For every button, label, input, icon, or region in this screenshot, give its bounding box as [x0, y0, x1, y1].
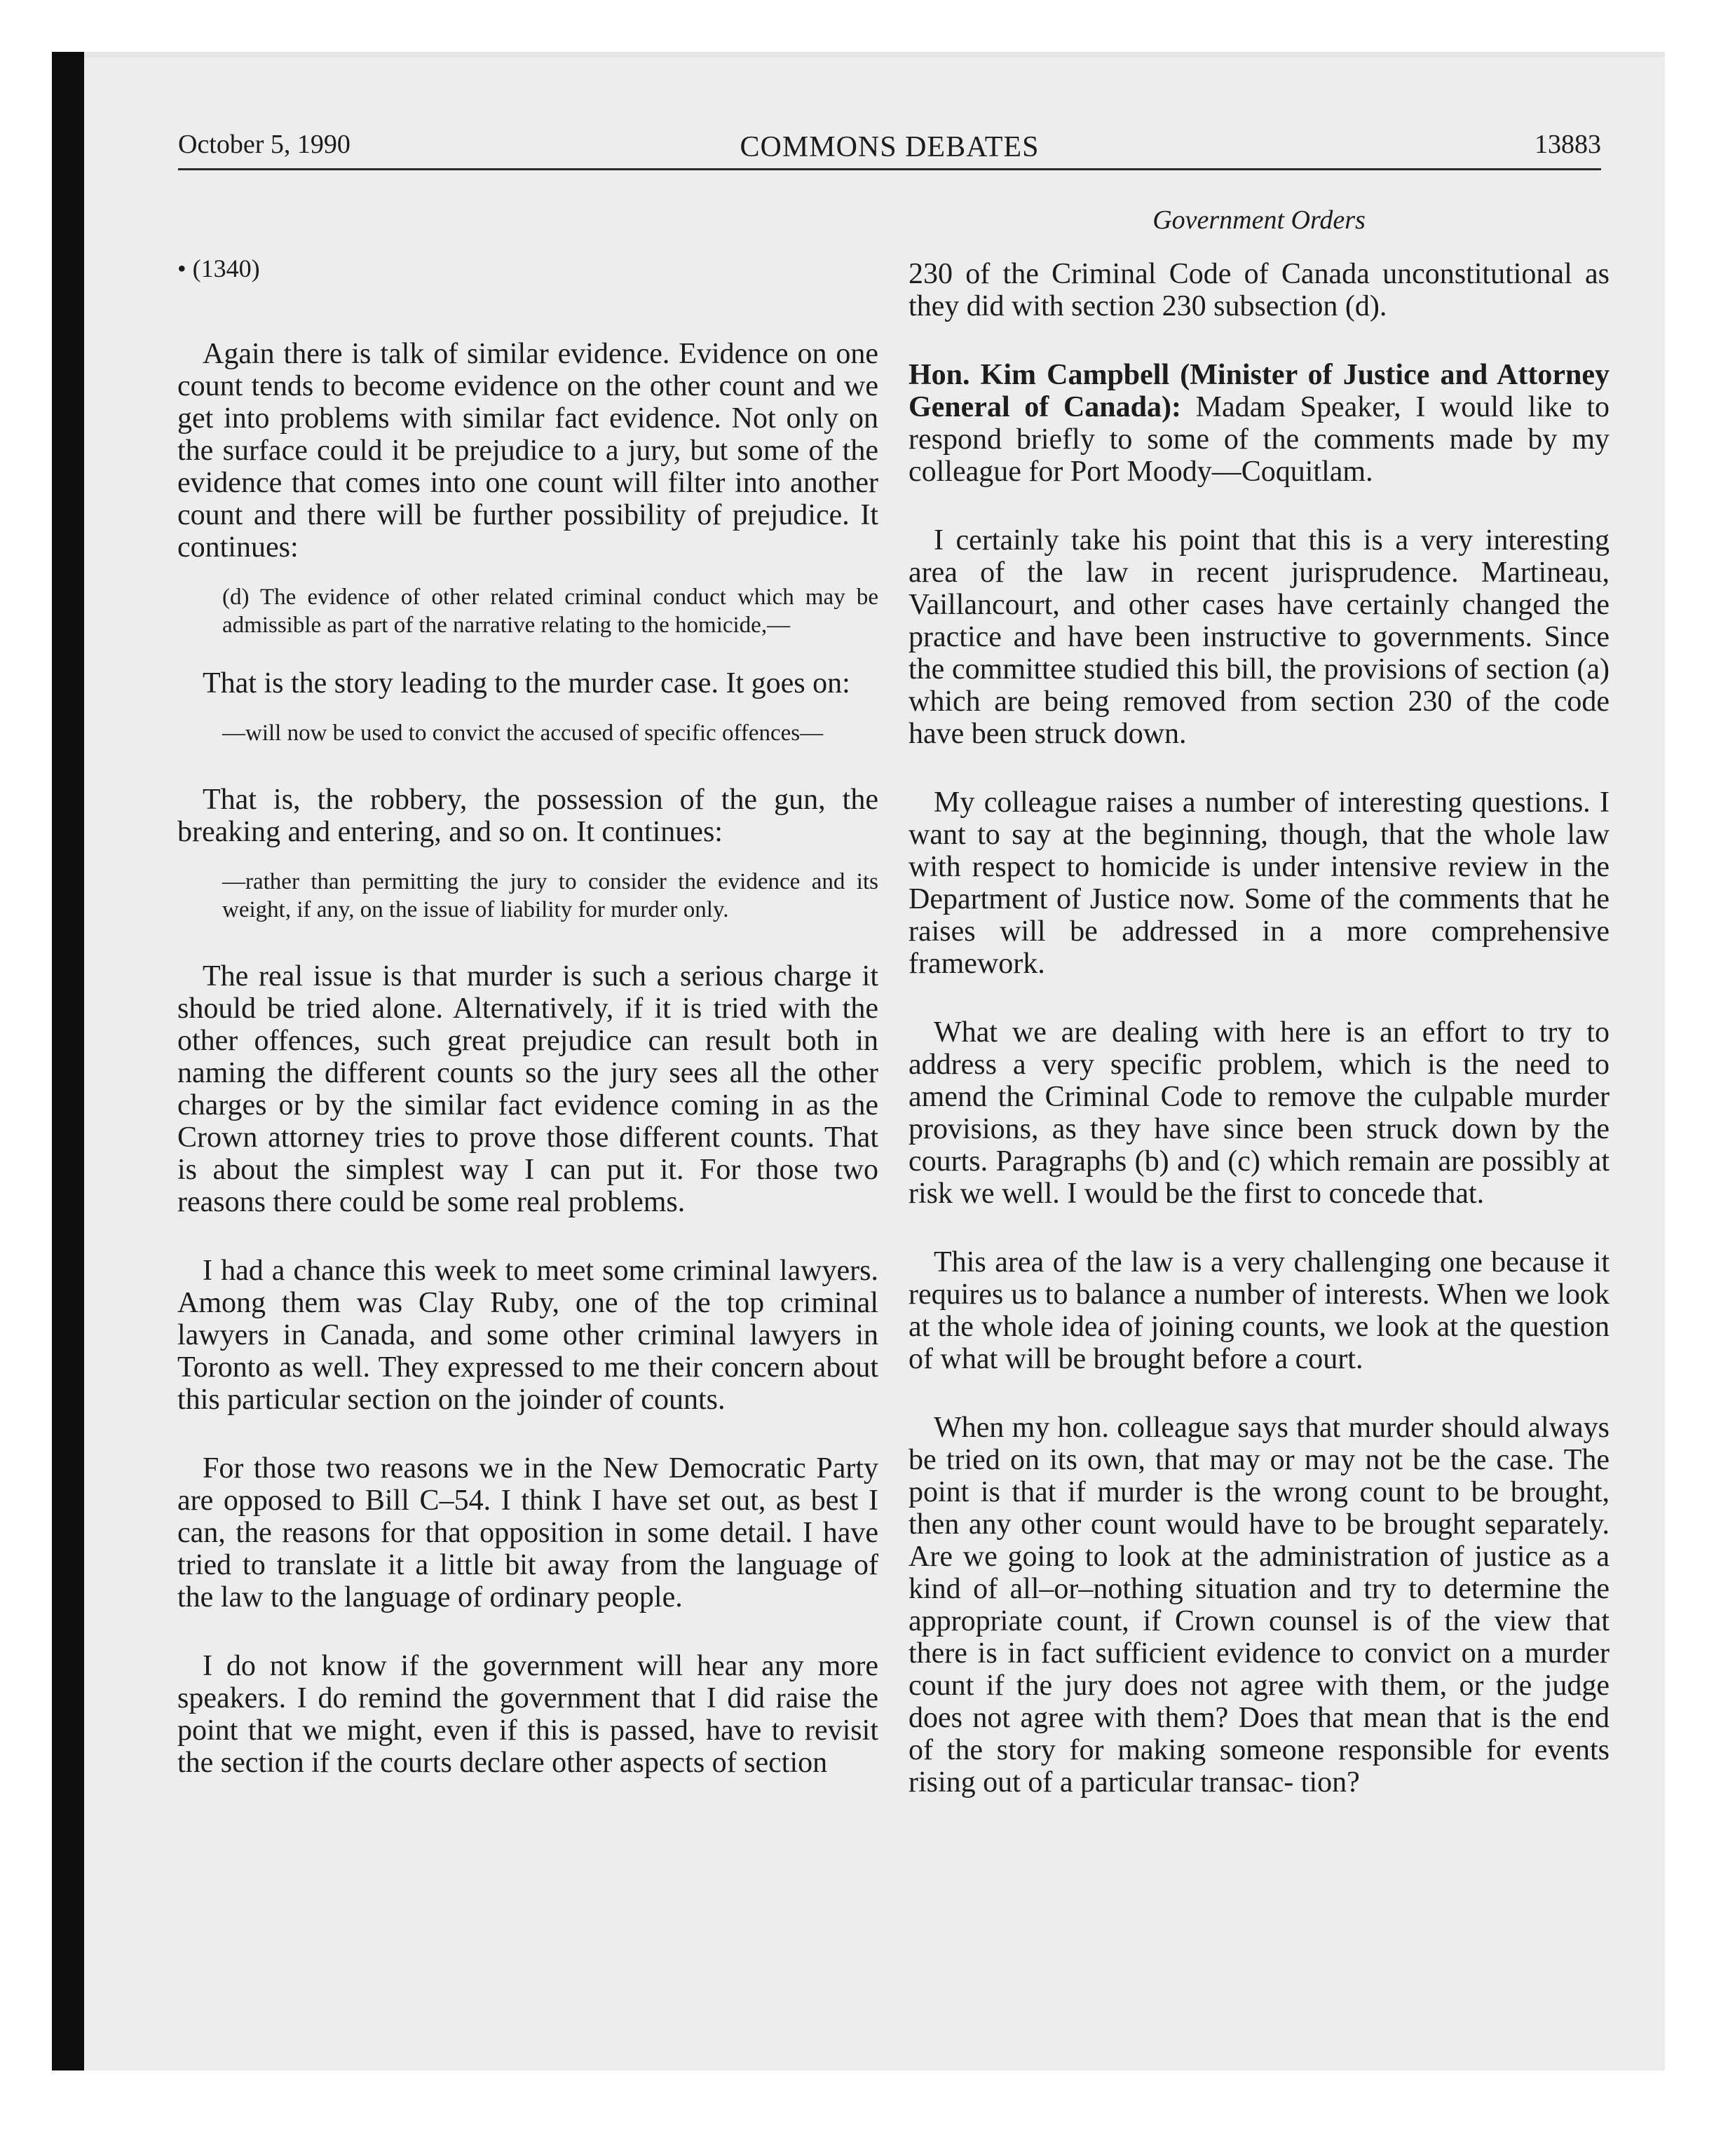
- time-stamp: • (1340): [177, 254, 260, 282]
- quotation: (d) The evidence of other related criminal conduct which may be admissible as part of the narrative relating to the homicide,—: [222, 585, 878, 638]
- header-title: COMMONS DEBATES: [740, 131, 1040, 163]
- paragraph: I had a chance this week to meet some criminal lawyers. Among them was Clay Ruby, one of the top criminal lawyers in Canada, and some other criminal lawyers in Toronto as well. They expressed to me their concern about this particular section on the joinder of counts.: [177, 1255, 878, 1416]
- speech-text: Madam Speaker, I would like to respond briefly to some of the comments made by my colleague for Port Moody—Coquitlam.: [909, 391, 1610, 488]
- scan-top-edge: [84, 52, 1665, 57]
- speaker-name: Hon. Kim Campbell (Minister of Justice and Attorney General of Canada):: [909, 359, 1610, 423]
- paragraph: Again there is talk of similar evidence. Evidence on one count tends to become evidence on the other count and we get into problems with similar fact evidence. Not only on the surface could it be prejudice to a jury, but some of the evidence that comes into one count will filter into another count and there will be further possibility of prejudice. It continues:: [177, 338, 878, 564]
- header-page-number: 13883: [1535, 130, 1601, 159]
- paragraph: When my hon. colleague says that murder should always be tried on its own, that may or may not be the case. The point is that if murder is the wrong count to be brought, then any other count would have to be brought separately. Are we going to look at the administration of justice as a kind of all–or–nothing situation and try to determine the appropriate count, if Crown counsel is of the view that there is in fact sufficient evidence to convict on a murder count if the jury does not agree with them, or the judge does not agree with them? Does that mean that is the end of the story for making someone responsible for events rising out of a particular transac- tion?: [909, 1412, 1610, 1799]
- paragraph: That is the story leading to the murder case. It goes on:: [203, 667, 850, 700]
- quotation: —will now be used to convict the accused of specific offences—: [222, 721, 824, 746]
- section-title: Government Orders: [1152, 205, 1366, 235]
- speech-paragraph: [909, 359, 1610, 488]
- paragraph: The real issue is that murder is such a serious charge it should be tried alone. Alternatively, if it is tried with the other offences, such great prejudice can result both in naming the different counts so the jury sees all the other charges or by the similar fact evidence coming in as the Crown attorney tries to prove those different counts. That is about the simplest way I can put it. For those two reasons there could be some real problems.: [177, 960, 878, 1218]
- paragraph: That is, the robbery, the possession of the gun, the breaking and entering, and so on. It continues:: [177, 784, 878, 848]
- paragraph: My colleague raises a number of interesting questions. I want to say at the beginning, though, that the whole law with respect to homicide is under intensive review in the Department of Justice now. Some of the comments that he raises will be addressed in a more comprehensive framework.: [909, 786, 1610, 980]
- quotation: —rather than permitting the jury to consider the evidence and its weight, if any, on the issue of liability for murder only.: [222, 869, 878, 922]
- paragraph: What we are dealing with here is an effort to try to address a very specific problem, which is the need to amend the Criminal Code to remove the culpable murder provisions, as they have since been struck down by the courts. Paragraphs (b) and (c) which remain are possibly at risk we well. I would be the first to concede that.: [909, 1016, 1610, 1210]
- paragraph: I certainly take his point that this is a very interesting area of the law in recent jurisprudence. Martineau, Vaillancourt, and other cases have certainly changed the practice and have been instructive to governments. Since the committee studied this bill, the provisions of section (a) which are being removed from section 230 of the code have been struck down.: [909, 524, 1610, 750]
- header-date: October 5, 1990: [178, 130, 351, 159]
- paragraph: This area of the law is a very challenging one because it requires us to balance a number of interests. When we look at the whole idea of joining counts, we look at the question of what will be brought before a court.: [909, 1246, 1610, 1375]
- paragraph: For those two reasons we in the New Democratic Party are opposed to Bill C–54. I think I have set out, as best I can, the reasons for that opposition in some detail. I have tried to translate it a little bit away from the language of the law to the language of ordinary people.: [177, 1452, 878, 1613]
- paragraph: I do not know if the government will hear any more speakers. I do remind the government that I did raise the point that we might, even if this is passed, have to revisit the section if the courts declare other aspects of section: [177, 1650, 878, 1779]
- paragraph: 230 of the Criminal Code of Canada unconstitutional as they did with section 230 subsection (d).: [909, 258, 1610, 322]
- page-header: [178, 125, 1601, 170]
- scan-binding-edge: [52, 52, 84, 2070]
- left-column: [177, 231, 878, 1779]
- right-column: [909, 258, 1610, 1799]
